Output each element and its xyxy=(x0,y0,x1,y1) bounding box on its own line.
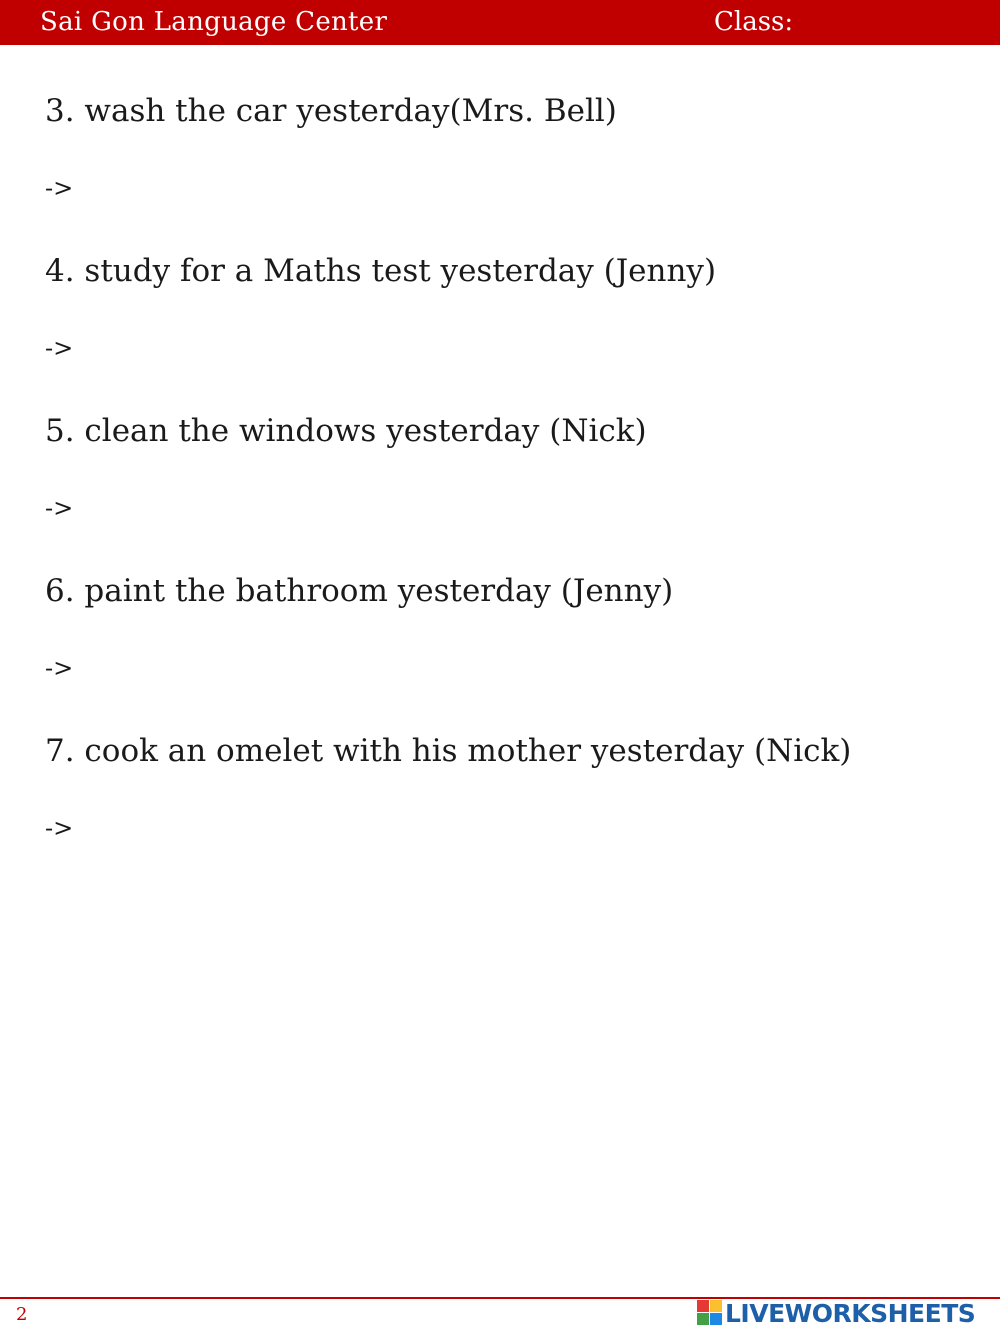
page-number: 2 xyxy=(16,1304,28,1325)
question-text: 5. clean the windows yesterday (Nick) xyxy=(45,413,647,449)
header-bar xyxy=(0,0,1000,45)
center-name: Sai Gon Language Center xyxy=(40,7,388,37)
answer-prompt[interactable]: -> xyxy=(45,174,74,202)
class-label: Class: xyxy=(714,7,794,37)
question-item xyxy=(45,728,975,888)
question-text: 3. wash the car yesterday(Mrs. Bell) xyxy=(45,93,617,129)
question-item xyxy=(45,568,975,728)
question-text: 4. study for a Maths test yesterday (Jenny) xyxy=(45,253,717,289)
question-item xyxy=(45,88,975,248)
question-text: 6. paint the bathroom yesterday (Jenny) xyxy=(45,573,674,609)
answer-prompt[interactable]: -> xyxy=(45,494,74,522)
answer-prompt[interactable]: -> xyxy=(45,814,74,842)
answer-prompt[interactable]: -> xyxy=(45,654,74,682)
question-item xyxy=(45,248,975,408)
liveworksheets-logo-icon xyxy=(697,1300,723,1326)
answer-prompt[interactable]: -> xyxy=(45,334,74,362)
logo-text: LIVEWORKSHEETS xyxy=(725,1298,976,1328)
worksheet-content xyxy=(45,88,975,888)
question-item xyxy=(45,408,975,568)
question-text: 7. cook an omelet with his mother yesterday (Nick) xyxy=(45,733,852,769)
liveworksheets-logo[interactable] xyxy=(697,1298,975,1328)
